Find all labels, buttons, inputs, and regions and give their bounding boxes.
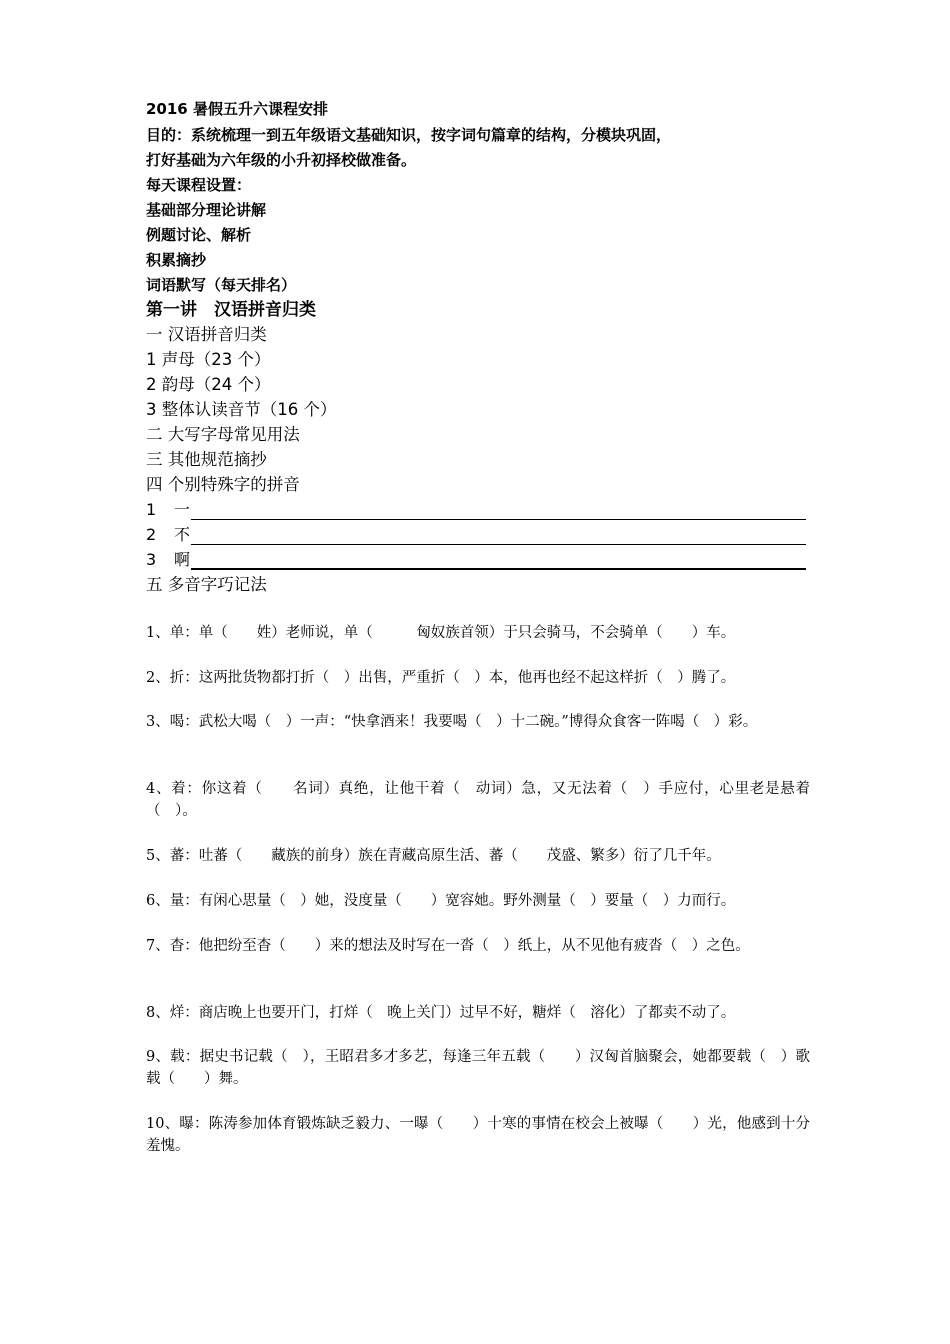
- page-title: 2016 暑假五升六课程安排: [146, 100, 328, 118]
- answer-blank-line[interactable]: [191, 519, 806, 520]
- daily-item: 基础部分理论讲解: [146, 201, 267, 219]
- answer-blank-line[interactable]: [191, 568, 806, 570]
- exercise-item: 2、折：这两批货物都打折（ ）出售，严重折（ ）本，他再也经不起这样折（ ）腾了。: [146, 670, 736, 686]
- purpose-line-2: 打好基础为六年级的小升初择校做准备。: [146, 151, 417, 169]
- exercise-item: 7、杳：他把纷至杳（ ）来的想法及时写在一沓（ ）纸上，从不见他有疲沓（ ）之色。: [146, 938, 750, 954]
- daily-item: 词语默写（每天排名）: [146, 276, 297, 294]
- outline-item: 一 汉语拼音归类: [146, 325, 267, 344]
- special-char: 不: [174, 525, 191, 544]
- daily-heading: 每天课程设置：: [146, 176, 252, 194]
- outline-item: 3 整体认读音节（16 个）: [146, 400, 337, 419]
- outline-item: 四 个别特殊字的拼音: [146, 475, 300, 494]
- row-number: 3: [146, 550, 157, 569]
- special-char-row: [146, 524, 806, 546]
- outline-item: 二 大写字母常见用法: [146, 425, 300, 444]
- row-number: 1: [146, 500, 157, 519]
- outline-item: 2 韵母（24 个）: [146, 375, 271, 394]
- daily-item: 例题讨论、解析: [146, 226, 252, 244]
- exercise-item: 8、烊：商店晚上也要开门，打烊（ 晚上关门）过早不好，糖烊（ 溶化）了都卖不动了。: [146, 1005, 736, 1021]
- outline-item: 三 其他规范摘抄: [146, 450, 267, 469]
- daily-item: 积累摘抄: [146, 251, 207, 269]
- special-char: 一: [174, 500, 191, 519]
- special-char: 啊: [174, 550, 191, 569]
- purpose-line-1: 目的：系统梳理一到五年级语文基础知识，按字词句篇章的结构，分模块巩固，: [146, 126, 672, 144]
- exercise-item: 9、载：据史书记载（ ），王昭君多才多艺，每逢三年五载（ ）汉匈首脑聚会，她都要载（ ）歌载（ ）舞。: [146, 1049, 810, 1087]
- answer-blank-line[interactable]: [191, 544, 806, 545]
- lecture-title: 第一讲 汉语拼音归类: [146, 300, 316, 320]
- exercise-item: 10、曝：陈涛参加体育锻炼缺乏毅力、一曝（ ）十寒的事情在校会上被曝（ ）光，他感到十分羞愧。: [146, 1116, 810, 1154]
- polyphone-heading: 五 多音字巧记法: [146, 575, 267, 594]
- exercise-item: 6、量：有闲心思量（ ）她，没度量（ ）宽容她。野外测量（ ）要量（ ）力而行。: [146, 893, 736, 909]
- exercise-item: 3、喝：武松大喝（ ）一声：“快拿酒来！我要喝（ ）十二碗。”博得众食客一阵喝（ ）彩。: [146, 714, 758, 730]
- special-char-row: [146, 549, 806, 571]
- row-number: 2: [146, 525, 157, 544]
- exercise-item: 5、蕃：吐蕃（ 藏族的前身）族在青藏高原生活、蕃（ 茂盛、繁多）衍了几千年。: [146, 848, 721, 864]
- exercise-item: 1、单：单（ 姓）老师说，单（ 匈奴族首领）于只会骑马，不会骑单（ ）车。: [146, 625, 736, 641]
- exercise-item: 4、着：你这着（ 名词）真绝，让他干着（ 动词）急，又无法着（ ）手应付，心里老是悬着（ ）。: [146, 781, 810, 819]
- special-char-row: [146, 499, 806, 521]
- outline-item: 1 声母（23 个）: [146, 350, 271, 369]
